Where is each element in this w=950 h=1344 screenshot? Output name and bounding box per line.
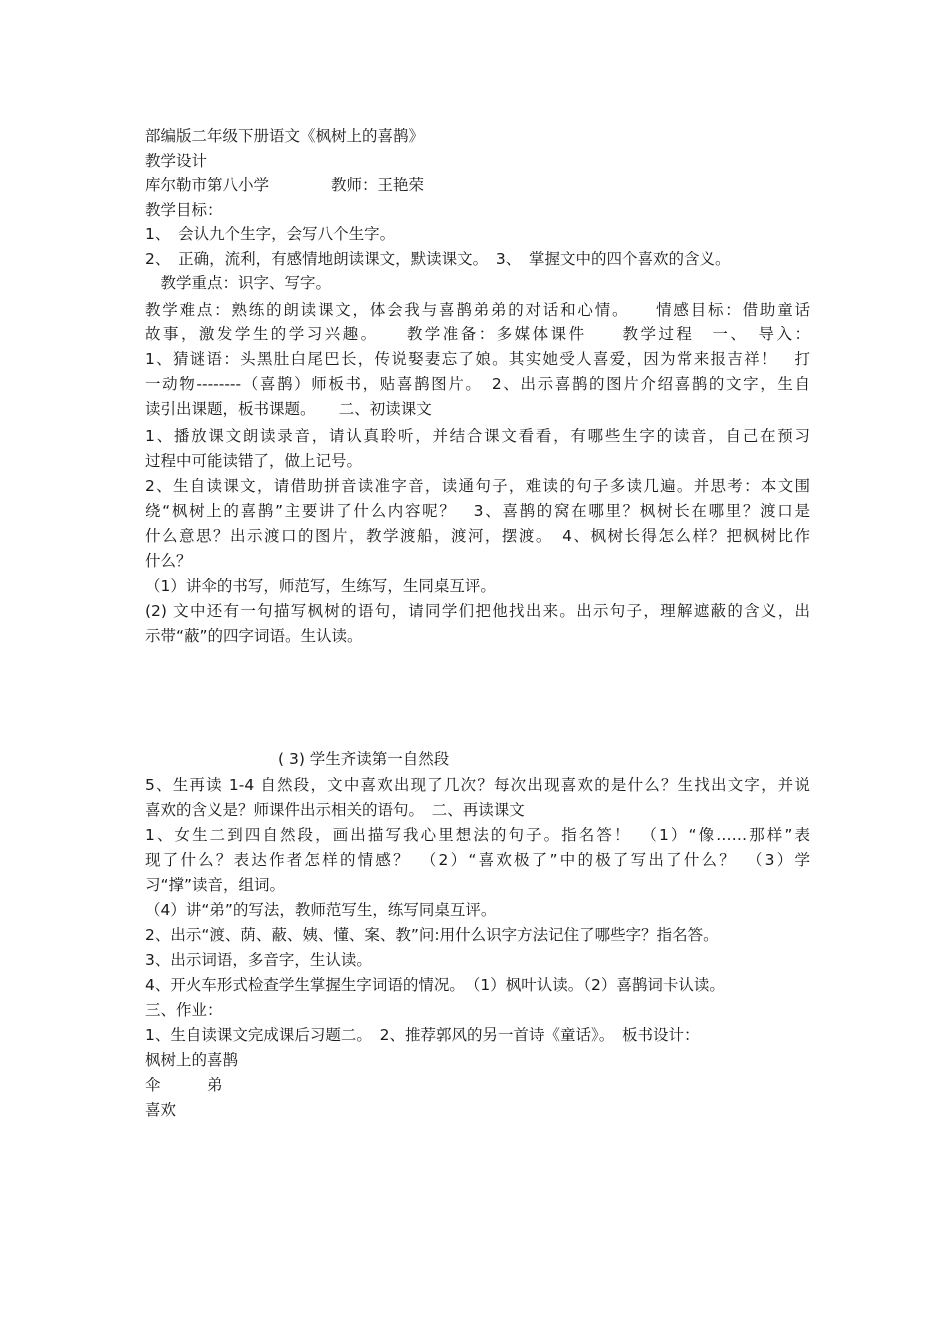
doc-author-line: 库尔勒市第八小学 教师：王艳荣	[145, 176, 425, 194]
text-line: （1）讲伞的书写，师范写，生练写，生同桌互评。	[145, 577, 496, 595]
text-line: 1、 会认九个生字，会写八个生字。	[145, 225, 396, 243]
doc-title: 部编版二年级下册语文《枫树上的喜鹊》	[145, 127, 425, 145]
text-line: 2、生自读课文，请借助拼音读准字音，读通句子，难读的句子多读几遍。并思考：本文围	[145, 477, 810, 495]
text-line: 5、生再读 1-4 自然段，文中喜欢出现了几次？每次出现喜欢的是什么？生找出文字，并说	[145, 776, 810, 794]
board-design-line: 喜欢	[145, 1101, 177, 1119]
section-heading: 三、作业：	[145, 1001, 223, 1019]
text-line: 2、出示“渡、荫、蔽、姨、懂、案、教”问:用什么识字方法记住了哪些字？指名答。	[145, 926, 719, 944]
text-line: 1、播放课文朗读录音，请认真聆听，并结合课文看看，有哪些生字的读音，自己在预习	[145, 427, 810, 445]
text-line: 什么意思？出示渡口的图片，教学渡船，渡河，摆渡。 4、枫树长得怎么样？把枫树比作	[145, 527, 810, 545]
text-line: 教学重点：识字、写字。	[145, 274, 332, 292]
board-design-line: 伞 弟	[145, 1076, 223, 1094]
text-line: 喜欢的含义是？师课件出示相关的语句。 二、再读课文	[145, 801, 525, 819]
text-line: 什么？	[145, 552, 192, 570]
text-line: 1、猜谜语：头黑肚白尾巴长，传说娶妻忘了娘。其实她受人喜爱，因为常来报吉祥！ 打	[145, 350, 810, 368]
text-line: (2) 文中还有一句描写枫树的语句，请同学们把他找出来。出示句子，理解遮蔽的含义，出	[145, 602, 810, 620]
text-line: 2、 正确，流利，有感情地朗读课文，默读课文。 3、 掌握文中的四个喜欢的含义。	[145, 250, 731, 268]
text-line: 示带“蔽”的四字词语。生认读。	[145, 627, 363, 645]
doc-subtitle: 教学设计	[145, 152, 208, 170]
text-line: 1、生自读课文完成课后习题二。 2、推荐郭风的另一首诗《童话》。 板书设计：	[145, 1026, 700, 1044]
board-design-title: 枫树上的喜鹊	[145, 1051, 239, 1069]
text-line: 绕“枫树上的喜鹊”主要讲了什么内容呢？ 3、喜鹊的窝在哪里？枫树长在哪里？渡口是	[145, 502, 810, 520]
text-line: 3、出示词语，多音字，生认读。	[145, 951, 372, 969]
text-line: 过程中可能读错了，做上记号。	[145, 452, 363, 470]
text-line: 教学难点：熟练的朗读课文，体会我与喜鹊弟弟的对话和心情。 情感目标：借助童话	[145, 301, 810, 319]
text-line: 一动物--------（喜鹊）师板书，贴喜鹊图片。 2、出示喜鹊的图片介绍喜鹊的文字，生自	[145, 375, 810, 393]
text-line: 习“撑”读音，组词。	[145, 876, 286, 894]
text-line: （4）讲“弟”的写法，教师范写生，练写同桌互评。	[145, 901, 497, 919]
text-line: 4、开火车形式检查学生掌握生字词语的情况。 （1）枫叶认读。（2）喜鹊词卡认读。	[145, 976, 725, 994]
text-line: 1、女生二到四自然段，画出描写我心里想法的句子。指名答！ （1）“像……那样”表	[145, 826, 810, 844]
text-line: 读引出课题，板书课题。 二、初读课文	[145, 400, 432, 418]
text-line: 现了什么？表达作者怎样的情感？ （2）“喜欢极了”中的极了写出了什么？ （3）学	[145, 851, 810, 869]
text-line: ( 3) 学生齐读第一自然段	[278, 750, 450, 768]
text-line: 故事，激发学生的学习兴趣。 教学准备：多媒体课件 教学过程 一、 导入：	[145, 325, 810, 343]
section-heading: 教学目标：	[145, 201, 223, 219]
